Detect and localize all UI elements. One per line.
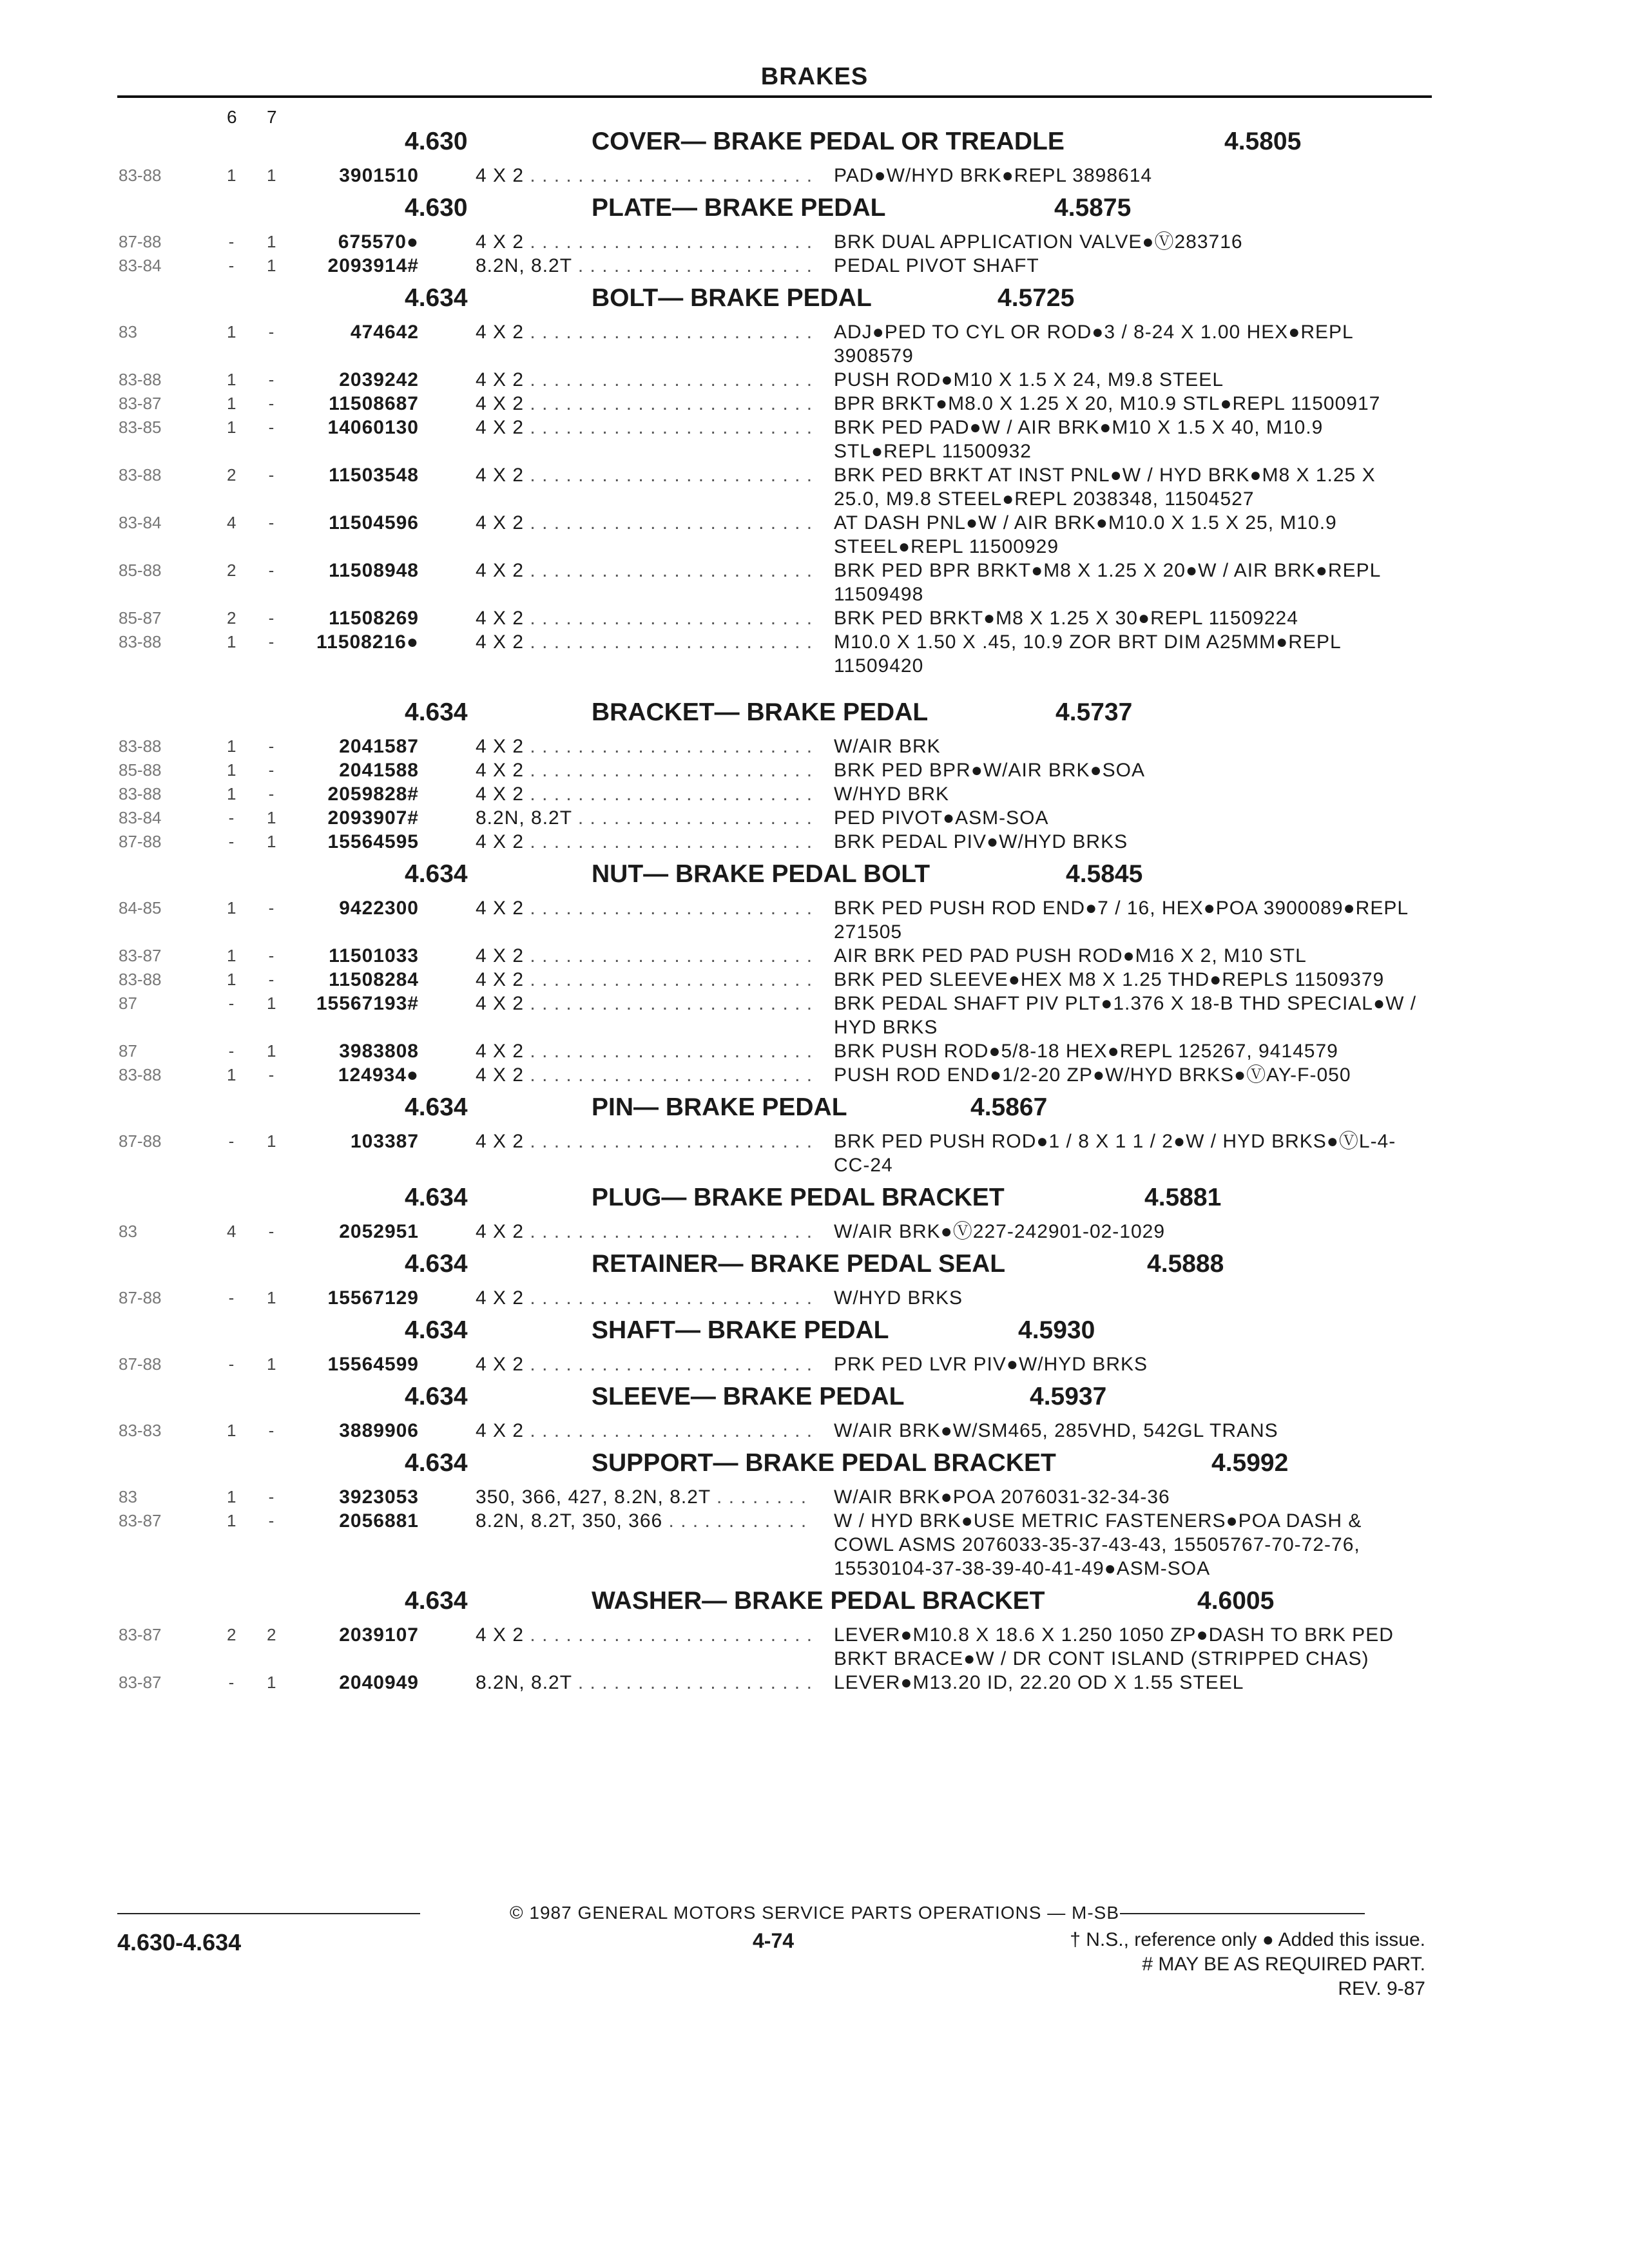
quantity-col-7: - [268, 513, 275, 532]
section-heading [0, 121, 1629, 164]
part-number: 11508216● [316, 631, 419, 653]
part-description: BRK PED PUSH ROD END●7 / 16, HEX●POA 3900089●REPL 271505 [834, 898, 1408, 943]
quantity-col-7: - [268, 561, 275, 580]
part-number: 474642 [350, 322, 419, 343]
part-row [0, 1671, 1629, 1695]
model-years: 83 [119, 1222, 137, 1241]
quantity-col-7: - [268, 394, 275, 413]
quantity-col-6: 1 [227, 970, 236, 989]
part-description: LEVER●M13.20 ID, 22.20 OD X 1.55 STEEL [834, 1672, 1244, 1693]
part-row [0, 1220, 1629, 1244]
quantity-col-7: 1 [267, 808, 276, 827]
model-application: 4 X 2 . . . [476, 830, 815, 854]
model-application: 4 X 2 . . . [476, 782, 815, 806]
part-row [0, 164, 1629, 187]
model-application: 8.2N, 8.2T . . . [476, 1671, 815, 1695]
quantity-col-7: - [268, 970, 275, 989]
model-application: 4 X 2 . . . [476, 1063, 815, 1087]
model-years: 83-84 [119, 808, 162, 827]
part-number: 2039242 [339, 369, 419, 390]
section-title: BOLT— BRAKE PEDAL [592, 284, 872, 312]
section-number: 4.5867 [970, 1093, 1048, 1121]
part-row [0, 1039, 1629, 1063]
quantity-col-7: - [268, 1065, 275, 1084]
part-row [0, 606, 1629, 630]
section-title: WASHER— BRAKE PEDAL BRACKET [592, 1587, 1045, 1615]
part-number: 15567193# [316, 993, 419, 1014]
part-description: BRK PEDAL PIV●W/HYD BRKS [834, 831, 1128, 852]
part-description: PAD●W/HYD BRK●REPL 3898614 [834, 165, 1153, 186]
quantity-col-7: 1 [267, 232, 276, 251]
part-description: BRK PUSH ROD●5/8-18 HEX●REPL 125267, 9414579 [834, 1041, 1338, 1062]
model-years: 83-84 [119, 256, 162, 275]
quantity-col-6: - [228, 1288, 235, 1307]
model-application: 4 X 2 . . . [476, 944, 815, 968]
model-application: 8.2N, 8.2T . . . [476, 254, 815, 278]
part-number: 2093907# [327, 807, 419, 829]
quantity-col-6: - [228, 808, 235, 827]
section-heading [0, 1581, 1629, 1623]
part-description: AT DASH PNL●W / AIR BRK●M10.0 X 1.5 X 25, M10.9 STEEL●REPL 11500929 [834, 512, 1337, 557]
quantity-col-6: 2 [227, 1625, 236, 1644]
quantity-col-7: 1 [267, 1041, 276, 1061]
quantity-col-6: - [228, 1673, 235, 1692]
model-application: 4 X 2 . . . [476, 735, 815, 758]
quantity-col-6: - [228, 232, 235, 251]
part-row [0, 511, 1629, 559]
part-description: PRK PED LVR PIV●W/HYD BRKS [834, 1354, 1148, 1375]
quantity-col-7: - [268, 1487, 275, 1506]
part-row [0, 806, 1629, 830]
model-years: 83-88 [119, 736, 162, 756]
section-heading [0, 1443, 1629, 1485]
section-number: 4.5875 [1054, 194, 1132, 222]
part-description: M10.0 X 1.50 X .45, 10.9 ZOR BRT DIM A25MM●REPL 11509420 [834, 631, 1341, 677]
part-number: 11508269 [329, 608, 419, 629]
part-description: BPR BRKT●M8.0 X 1.25 X 20, M10.9 STL●REPL 11500917 [834, 393, 1381, 414]
section-number: 4.5937 [1030, 1383, 1107, 1410]
model-application: 4 X 2 . . . [476, 416, 815, 439]
model-application: 4 X 2 . . . [476, 511, 815, 535]
quantity-col-6: - [228, 832, 235, 851]
part-number: 3901510 [339, 165, 419, 186]
section-heading [0, 278, 1629, 320]
part-description: BRK PED PUSH ROD●1 / 8 X 1 1 / 2●W / HYD BRKS●ⓋL-4-CC-24 [834, 1131, 1396, 1176]
part-number: 103387 [350, 1131, 419, 1152]
column-heading-6: 6 [227, 107, 237, 127]
part-number: 675570● [338, 231, 419, 253]
header-rule [117, 95, 1432, 98]
part-description: AIR BRK PED PAD PUSH ROD●M16 X 2, M10 STL [834, 945, 1307, 966]
part-number: 2040949 [339, 1672, 419, 1693]
part-row [0, 830, 1629, 854]
footer-note-legend: † N.S., reference only ● Added this issue. [1070, 1929, 1425, 1950]
part-number: 124934● [338, 1064, 419, 1086]
model-years: 83-87 [119, 1511, 162, 1530]
part-number: 15564595 [327, 831, 419, 852]
model-years: 84-85 [119, 898, 162, 918]
part-description: PED PIVOT●ASM-SOA [834, 807, 1049, 829]
part-row [0, 1509, 1629, 1581]
quantity-col-6: 1 [227, 166, 236, 185]
part-number: 11501033 [329, 945, 419, 966]
section-heading [0, 1376, 1629, 1419]
part-row [0, 896, 1629, 944]
part-row [0, 1286, 1629, 1310]
section-heading [0, 187, 1629, 230]
quantity-col-7: - [268, 465, 275, 485]
section-number: 4.5930 [1018, 1316, 1095, 1344]
model-years: 87 [119, 1041, 137, 1061]
model-application: 4 X 2 . . . [476, 1286, 815, 1310]
model-years: 83 [119, 322, 137, 341]
quantity-col-6: 1 [227, 736, 236, 756]
model-years: 87-88 [119, 832, 162, 851]
part-number: 11508687 [329, 393, 419, 414]
part-row [0, 944, 1629, 968]
section-number: 4.5992 [1211, 1449, 1289, 1477]
section-title: RETAINER— BRAKE PEDAL SEAL [592, 1250, 1006, 1278]
model-years: 87-88 [119, 1131, 162, 1151]
model-years: 83-85 [119, 418, 162, 437]
part-row [0, 1352, 1629, 1376]
section-title: NUT— BRAKE PEDAL BOLT [592, 860, 930, 888]
part-number: 9422300 [339, 898, 419, 919]
section-code: 4.630 [405, 194, 468, 222]
model-application: 4 X 2 . . . [476, 968, 815, 992]
part-description: W / HYD BRK●USE METRIC FASTENERS●POA DASH & COWL ASMS 2076033-35-37-43-43, 15505767-70-72-76, 15530104-37-38-39-40-41-49●ASM-SOA [834, 1510, 1362, 1579]
footer-copyright: © 1987 GENERAL MOTORS SERVICE PARTS OPERATIONS — M-SB [509, 1903, 1119, 1923]
section-code: 4.634 [405, 1250, 468, 1278]
section-number: 4.5845 [1066, 860, 1143, 888]
quantity-col-7: 1 [267, 1354, 276, 1374]
part-number: 3923053 [339, 1486, 419, 1508]
quantity-col-7: - [268, 370, 275, 389]
part-description: BRK PED BPR●W/AIR BRK●SOA [834, 760, 1145, 781]
section-number: 4.5888 [1147, 1250, 1224, 1278]
model-years: 83-88 [119, 370, 162, 389]
section-code: 4.634 [405, 1383, 468, 1410]
quantity-col-6: 1 [227, 370, 236, 389]
part-description: ADJ●PED TO CYL OR ROD●3 / 8-24 X 1.00 HEX●REPL 3908579 [834, 322, 1353, 367]
quantity-col-6: 1 [227, 394, 236, 413]
part-row [0, 782, 1629, 806]
quantity-col-7: - [268, 736, 275, 756]
model-application: 4 X 2 . . . [476, 1039, 815, 1063]
section-number: 4.5805 [1224, 128, 1302, 155]
quantity-col-7: - [268, 322, 275, 341]
section-title: PIN— BRAKE PEDAL [592, 1093, 847, 1121]
model-years: 87 [119, 994, 137, 1013]
model-years: 83-87 [119, 394, 162, 413]
section-code: 4.634 [405, 698, 468, 726]
quantity-col-6: 1 [227, 322, 236, 341]
model-application: 4 X 2 . . . [476, 230, 815, 254]
section-code: 4.634 [405, 1184, 468, 1211]
part-number: 11504596 [329, 512, 419, 533]
part-number: 11503548 [329, 465, 419, 486]
section-heading [0, 692, 1629, 735]
page-title: BRAKES [760, 63, 869, 90]
section-title: SUPPORT— BRAKE PEDAL BRACKET [592, 1449, 1056, 1477]
part-number: 2093914# [327, 255, 419, 276]
section-heading [0, 1244, 1629, 1286]
quantity-col-6: 1 [227, 632, 236, 651]
quantity-col-7: 1 [267, 1131, 276, 1151]
quantity-col-7: - [268, 760, 275, 780]
quantity-col-6: - [228, 1041, 235, 1061]
section-code: 4.630 [405, 128, 468, 155]
footer-notes [1070, 1928, 1425, 2001]
part-row [0, 463, 1629, 511]
quantity-col-7: - [268, 1421, 275, 1440]
part-row [0, 1129, 1629, 1177]
part-row [0, 392, 1629, 416]
part-row [0, 559, 1629, 606]
part-row [0, 368, 1629, 392]
part-description: BRK PED SLEEVE●HEX M8 X 1.25 THD●REPLS 11509379 [834, 969, 1385, 990]
section-code: 4.634 [405, 1316, 468, 1344]
part-description: BRK DUAL APPLICATION VALVE●Ⓥ283716 [834, 231, 1243, 253]
part-row [0, 968, 1629, 992]
model-years: 83-88 [119, 970, 162, 989]
section-number: 4.6005 [1197, 1587, 1275, 1615]
quantity-col-6: 1 [227, 1487, 236, 1506]
model-application: 4 X 2 . . . [476, 368, 815, 392]
part-row [0, 1063, 1629, 1087]
model-application: 4 X 2 . . . [476, 896, 815, 920]
part-description: PUSH ROD END●1/2-20 ZP●W/HYD BRKS●ⓋAY-F-050 [834, 1064, 1351, 1086]
quantity-col-6: - [228, 1354, 235, 1374]
quantity-col-7: - [268, 632, 275, 651]
part-row [0, 1419, 1629, 1443]
part-description: LEVER●M10.8 X 18.6 X 1.250 1050 ZP●DASH TO BRK PED BRKT BRACE●W / DR CONT ISLAND (STRIPPED CHAS) [834, 1624, 1394, 1669]
part-description: BRK PED PAD●W / AIR BRK●M10 X 1.5 X 40, M10.9 STL●REPL 11500932 [834, 417, 1324, 462]
model-years: 83-88 [119, 465, 162, 485]
model-application: 4 X 2 . . . [476, 1129, 815, 1153]
part-description: W/AIR BRK●Ⓥ227-242901-02-1029 [834, 1221, 1166, 1242]
part-description: BRK PED BPR BRKT●M8 X 1.25 X 20●W / AIR BRK●REPL 11509498 [834, 560, 1381, 605]
quantity-col-6: 1 [227, 784, 236, 803]
quantity-col-7: 1 [267, 1673, 276, 1692]
part-number: 2056881 [339, 1510, 419, 1532]
quantity-col-7: 1 [267, 166, 276, 185]
model-years: 83-87 [119, 1673, 162, 1692]
part-row [0, 320, 1629, 368]
quantity-col-7: 1 [267, 256, 276, 275]
footer-note-as-required: # MAY BE AS REQUIRED PART. [1142, 1954, 1425, 1975]
quantity-col-6: 2 [227, 465, 236, 485]
part-number: 2039107 [339, 1624, 419, 1646]
section-code: 4.634 [405, 284, 468, 312]
footer-page-number: 4-74 [753, 1929, 795, 1952]
model-years: 83-88 [119, 632, 162, 651]
model-years: 87-88 [119, 232, 162, 251]
part-description: W/HYD BRK [834, 783, 950, 805]
part-description: PEDAL PIVOT SHAFT [834, 255, 1039, 276]
model-application: 4 X 2 . . . [476, 392, 815, 416]
part-number: 11508284 [329, 969, 419, 990]
section-title: BRACKET— BRAKE PEDAL [592, 698, 929, 726]
quantity-col-6: - [228, 1131, 235, 1151]
part-description: BRK PEDAL SHAFT PIV PLT●1.376 X 18-B THD SPECIAL●W / HYD BRKS [834, 993, 1417, 1038]
model-application: 8.2N, 8.2T, 350, 366 . . . [476, 1509, 815, 1533]
part-row [0, 992, 1629, 1039]
part-row [0, 758, 1629, 782]
model-years: 83-84 [119, 513, 162, 532]
section-title: PLATE— BRAKE PEDAL [592, 194, 886, 222]
part-number: 2041587 [339, 736, 419, 757]
part-row [0, 230, 1629, 254]
model-application: 4 X 2 . . . [476, 463, 815, 487]
part-description: W/AIR BRK●W/SM465, 285VHD, 542GL TRANS [834, 1420, 1278, 1441]
quantity-col-6: 1 [227, 760, 236, 780]
section-number: 4.5725 [998, 284, 1075, 312]
part-description: W/AIR BRK [834, 736, 941, 757]
model-years: 85-88 [119, 760, 162, 780]
column-heading-7: 7 [267, 107, 277, 127]
section-title: SHAFT— BRAKE PEDAL [592, 1316, 889, 1344]
model-years: 83-87 [119, 1625, 162, 1644]
section-title: PLUG— BRAKE PEDAL BRACKET [592, 1184, 1005, 1211]
model-years: 83-88 [119, 166, 162, 185]
section-code: 4.634 [405, 1093, 468, 1121]
section-code: 4.634 [405, 860, 468, 888]
part-row [0, 1485, 1629, 1509]
part-number: 2041588 [339, 760, 419, 781]
footer-revision: REV. 9-87 [1338, 1978, 1425, 1999]
part-description: PUSH ROD●M10 X 1.5 X 24, M9.8 STEEL [834, 369, 1224, 390]
section-code: 4.634 [405, 1587, 468, 1615]
quantity-col-7: - [268, 1222, 275, 1241]
quantity-col-7: - [268, 784, 275, 803]
parts-listing [0, 121, 1629, 1695]
model-application: 4 X 2 . . . [476, 320, 815, 344]
model-years: 87-88 [119, 1288, 162, 1307]
part-description: BRK PED BRKT●M8 X 1.25 X 30●REPL 11509224 [834, 608, 1298, 629]
part-number: 2052951 [339, 1221, 419, 1242]
part-row [0, 1623, 1629, 1671]
section-number: 4.5737 [1055, 698, 1133, 726]
model-years: 85-87 [119, 608, 162, 628]
quantity-col-7: 1 [267, 832, 276, 851]
model-application: 4 X 2 . . . [476, 630, 815, 654]
quantity-col-7: 2 [267, 1625, 276, 1644]
model-years: 83-87 [119, 946, 162, 965]
part-description: W/HYD BRKS [834, 1287, 963, 1309]
quantity-col-7: - [268, 1511, 275, 1530]
part-number: 14060130 [327, 417, 419, 438]
quantity-col-6: 4 [227, 513, 236, 532]
quantity-col-7: 1 [267, 994, 276, 1013]
model-application: 4 X 2 . . . [476, 1623, 815, 1647]
section-number: 4.5881 [1144, 1184, 1222, 1211]
model-application: 4 X 2 . . . [476, 559, 815, 582]
model-application: 4 X 2 . . . [476, 1352, 815, 1376]
quantity-col-7: - [268, 608, 275, 628]
part-row [0, 630, 1629, 678]
model-years: 87-88 [119, 1354, 162, 1374]
model-years: 83-83 [119, 1421, 162, 1440]
quantity-col-6: 1 [227, 418, 236, 437]
model-application: 4 X 2 . . . [476, 1419, 815, 1443]
quantity-col-7: 1 [267, 1288, 276, 1307]
section-title: COVER— BRAKE PEDAL OR TREADLE [592, 128, 1065, 155]
part-row [0, 735, 1629, 758]
quantity-col-6: 1 [227, 946, 236, 965]
model-application: 4 X 2 . . . [476, 992, 815, 1015]
part-number: 3889906 [339, 1420, 419, 1441]
quantity-col-6: 1 [227, 1421, 236, 1440]
section-heading [0, 1087, 1629, 1129]
quantity-col-6: 4 [227, 1222, 236, 1241]
part-row [0, 416, 1629, 463]
part-description: W/AIR BRK●POA 2076031-32-34-36 [834, 1486, 1170, 1508]
quantity-col-7: - [268, 418, 275, 437]
part-description: BRK PED BRKT AT INST PNL●W / HYD BRK●M8 X 1.25 X 25.0, M9.8 STEEL●REPL 2038348, 11504527 [834, 465, 1376, 510]
section-title: SLEEVE— BRAKE PEDAL [592, 1383, 905, 1410]
model-application: 4 X 2 . . . [476, 164, 815, 187]
quantity-col-6: 1 [227, 1511, 236, 1530]
model-application: 350, 366, 427, 8.2N, 8.2T . . . [476, 1485, 815, 1509]
quantity-col-7: - [268, 946, 275, 965]
part-number: 11508948 [329, 560, 419, 581]
model-years: 83 [119, 1487, 137, 1506]
part-number: 15567129 [327, 1287, 419, 1309]
model-application: 4 X 2 . . . [476, 758, 815, 782]
model-years: 83-88 [119, 784, 162, 803]
quantity-col-6: 1 [227, 898, 236, 918]
model-years: 83-88 [119, 1065, 162, 1084]
model-application: 4 X 2 . . . [476, 606, 815, 630]
model-application: 4 X 2 . . . [476, 1220, 815, 1244]
quantity-col-6: - [228, 256, 235, 275]
section-heading [0, 854, 1629, 896]
quantity-col-6: - [228, 994, 235, 1013]
section-code: 4.634 [405, 1449, 468, 1477]
quantity-col-7: - [268, 898, 275, 918]
footer-section-range: 4.630-4.634 [117, 1929, 242, 1956]
part-row [0, 254, 1629, 278]
model-years: 85-88 [119, 561, 162, 580]
part-number: 15564599 [327, 1354, 419, 1375]
quantity-col-6: 2 [227, 608, 236, 628]
part-number: 3983808 [339, 1041, 419, 1062]
model-application: 8.2N, 8.2T . . . [476, 806, 815, 830]
quantity-col-6: 1 [227, 1065, 236, 1084]
quantity-col-6: 2 [227, 561, 236, 580]
section-heading [0, 1177, 1629, 1220]
section-heading [0, 1310, 1629, 1352]
part-number: 2059828# [327, 783, 419, 805]
